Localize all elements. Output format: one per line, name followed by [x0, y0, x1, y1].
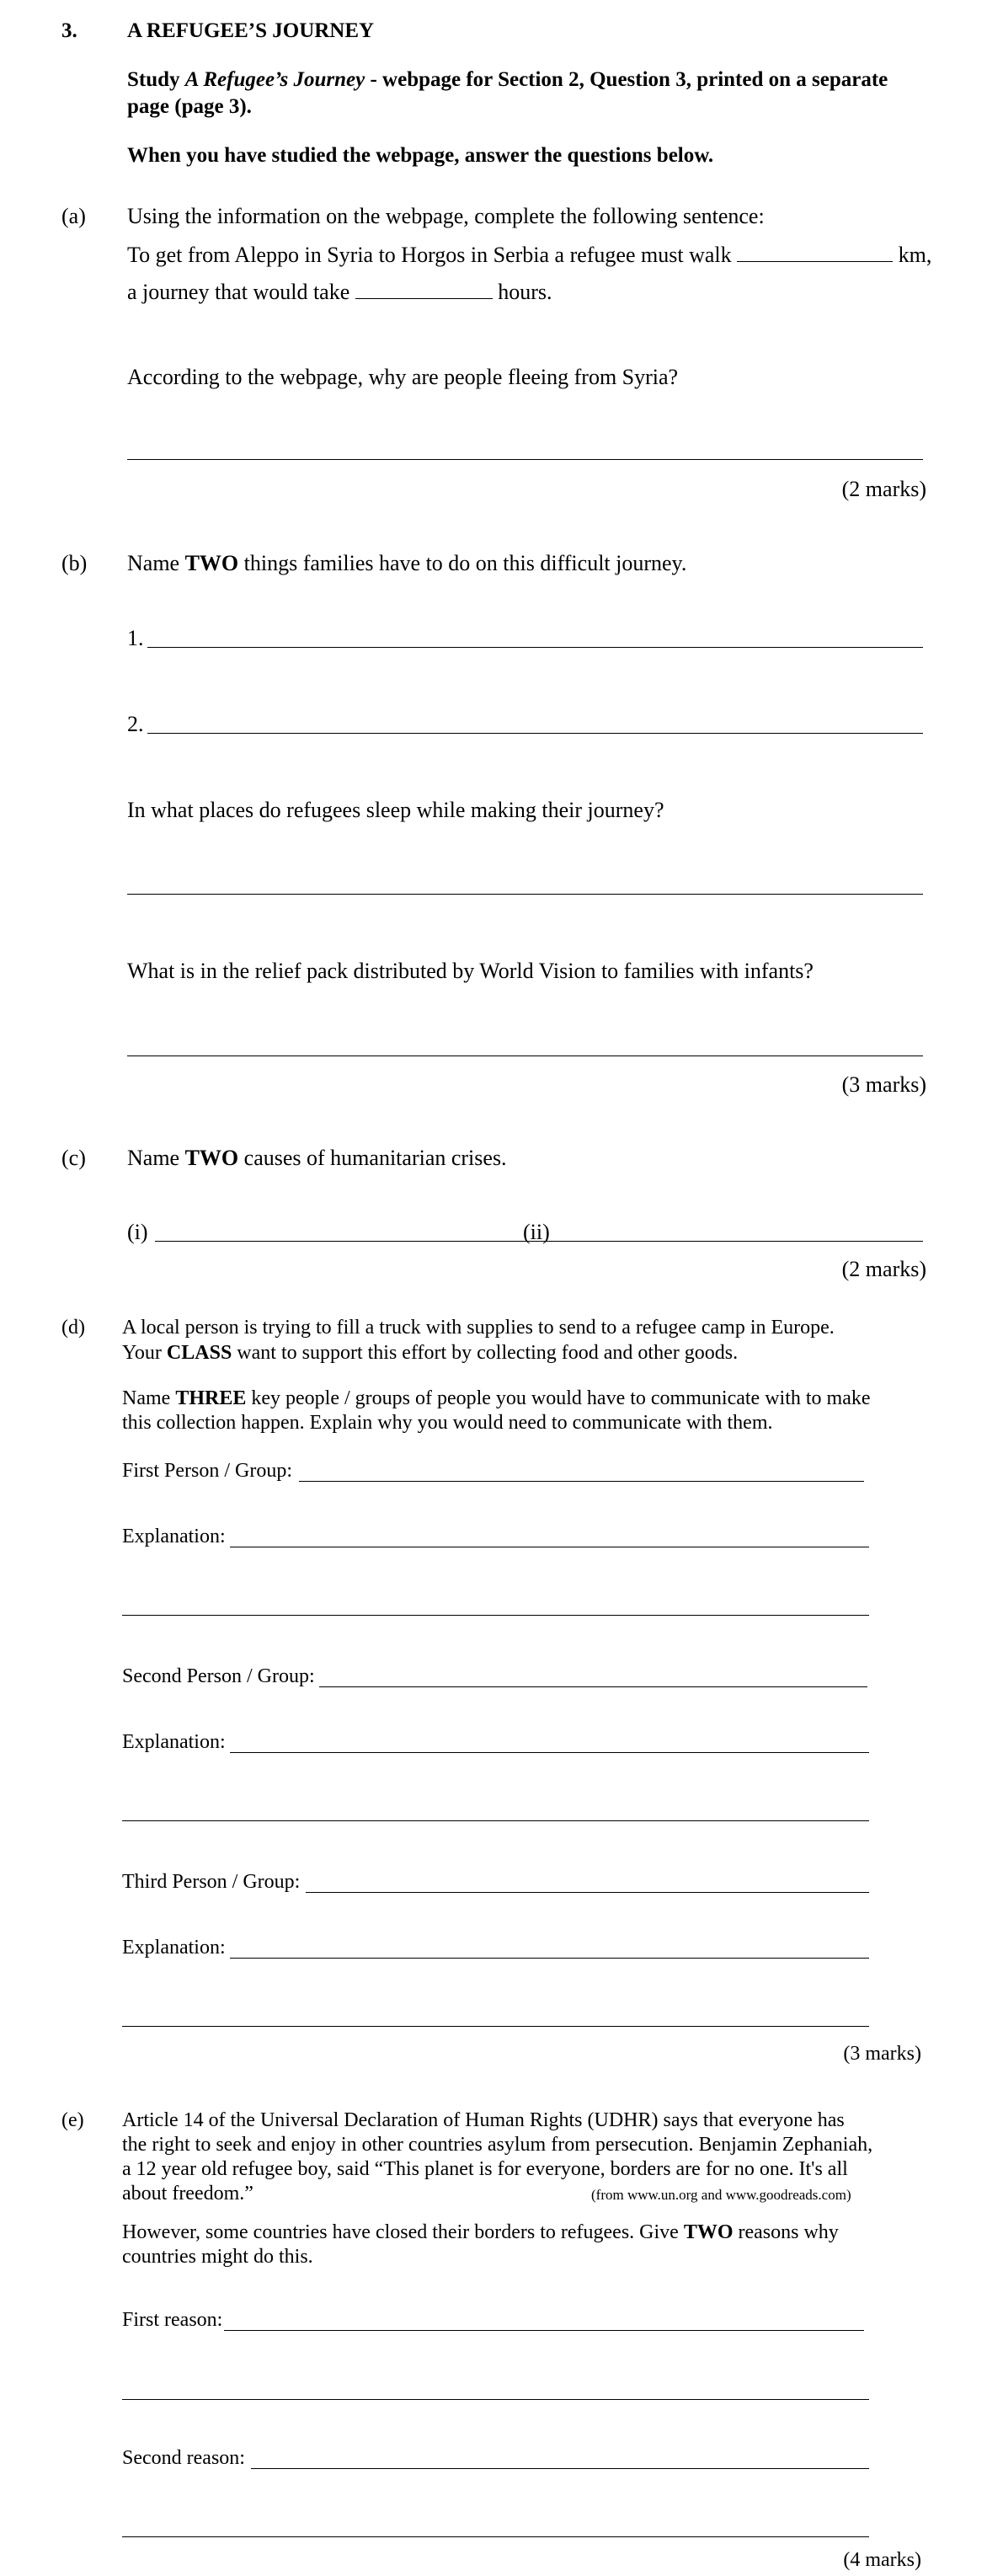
part-c-item-i-line[interactable]	[155, 1241, 564, 1242]
part-c-label: (c)	[61, 1146, 86, 1170]
part-b-q1-pre: Name	[127, 551, 185, 575]
second-person-line[interactable]	[319, 1686, 867, 1687]
part-b-question1	[127, 550, 686, 576]
part-e-para1-line3: a 12 year old refugee boy, said “This planet is for everyone, borders are for no one. It's all	[122, 2158, 848, 2180]
part-d-p2-bold: THREE	[175, 1387, 247, 1409]
part-b-question3: What is in the relief pack distributed by World Vision to families with infants?	[127, 959, 814, 983]
part-b-item1-line[interactable]	[147, 647, 923, 648]
part-b-marks: (3 marks)	[841, 1072, 926, 1097]
part-e-p2-pre: However, some countries have closed their borders to refugees. Give	[122, 2221, 684, 2243]
first-reason-label: First reason:	[122, 2309, 223, 2331]
part-e-para1-line4: about freedom.”	[122, 2183, 253, 2205]
part-b-q1-bold: TWO	[184, 551, 239, 575]
section-title: A REFUGEE’S JOURNEY	[127, 19, 375, 42]
first-explanation-line2[interactable]	[122, 1615, 869, 1616]
second-person-label: Second Person / Group:	[122, 1665, 315, 1687]
second-reason-line1[interactable]	[251, 2468, 869, 2469]
part-b-item2-line[interactable]	[147, 733, 923, 734]
third-person-line[interactable]	[306, 1892, 869, 1893]
part-c-item-i-label: (i)	[127, 1220, 148, 1244]
question-number: 3.	[61, 19, 77, 42]
sentence1-start: To get from Aleppo in Syria to Horgos in Serbia a refugee must walk	[127, 243, 732, 267]
part-d-p1-bold: CLASS	[166, 1342, 232, 1364]
part-d-p2-pre: Name	[122, 1387, 176, 1409]
third-person-label: Third Person / Group:	[122, 1871, 301, 1893]
part-a-marks: (2 marks)	[841, 477, 926, 501]
part-d-para1-line2	[122, 1341, 738, 1365]
study-instruction-line2: page (page 3).	[127, 95, 252, 118]
part-e-para2-line2: countries might do this.	[122, 2246, 313, 2268]
part-e-para2-line1	[122, 2221, 839, 2245]
part-e-p2-bold: TWO	[683, 2221, 734, 2243]
part-b-label: (b)	[61, 551, 88, 575]
part-c-q-bold: TWO	[184, 1146, 239, 1170]
second-reason-line2[interactable]	[122, 2536, 869, 2537]
part-a-answer-line[interactable]	[127, 459, 923, 460]
part-d-label: (d)	[61, 1317, 85, 1339]
part-d-p1-pre: Your	[122, 1342, 167, 1364]
part-c-q-post: causes of humanitarian crises.	[238, 1146, 507, 1170]
part-d-marks: (3 marks)	[843, 2043, 921, 2065]
part-c-q-pre: Name	[127, 1146, 185, 1170]
part-a-sentence1	[127, 241, 931, 268]
answer-instruction: When you have studied the webpage, answer the questions below.	[127, 144, 714, 167]
hours-blank[interactable]	[355, 278, 493, 299]
study-prefix: Study	[127, 68, 185, 91]
part-e-para1-line2: the right to seek and enjoy in other countries asylum from persecution. Benjamin Zephaniah,	[122, 2134, 873, 2156]
part-a-question2: According to the webpage, why are people fleeing from Syria?	[127, 365, 679, 389]
part-d-p2-post: key people / groups of people you would have to communicate with to make	[246, 1387, 871, 1409]
part-a-label: (a)	[61, 204, 86, 228]
third-explanation-line2[interactable]	[122, 2026, 869, 2027]
third-explanation-line1[interactable]	[230, 1958, 869, 1959]
distance-km-blank[interactable]	[737, 241, 893, 262]
part-b-item1-label: 1.	[127, 626, 144, 650]
third-explanation-label: Explanation:	[122, 1937, 226, 1959]
part-c-marks: (2 marks)	[841, 1257, 926, 1281]
second-explanation-label: Explanation:	[122, 1731, 226, 1753]
part-b-q1-post: things families have to do on this difficult journey.	[238, 551, 687, 575]
part-e-marks: (4 marks)	[843, 2549, 921, 2571]
first-explanation-label: Explanation:	[122, 1526, 226, 1547]
second-explanation-line2[interactable]	[122, 1820, 869, 1821]
part-d-para2-line1	[122, 1387, 871, 1411]
part-e-label: (e)	[61, 2109, 84, 2131]
study-instruction-line1	[127, 67, 888, 93]
part-b-question2: In what places do refugees sleep while making their journey?	[127, 798, 664, 822]
first-reason-line1[interactable]	[224, 2330, 864, 2331]
part-c-question	[127, 1145, 507, 1171]
part-d-para2-line2: this collection happen. Explain why you would need to communicate with them.	[122, 1412, 773, 1434]
part-c-item-ii-label: (ii)	[523, 1220, 550, 1244]
part-b-item2-label: 2.	[127, 712, 144, 736]
part-c-item-ii-line[interactable]	[556, 1241, 923, 1242]
sentence1-end: km,	[898, 243, 932, 267]
second-reason-label: Second reason:	[122, 2447, 245, 2469]
part-a-sentence2	[127, 278, 552, 305]
first-person-label: First Person / Group:	[122, 1460, 293, 1482]
part-e-source: (from www.un.org and www.goodreads.com)	[591, 2187, 851, 2203]
sentence2-start: a journey that would take	[127, 280, 350, 304]
study-rest: - webpage for Section 2, Question 3, printed on a separate	[365, 68, 888, 91]
part-e-para1-line1: Article 14 of the Universal Declaration of Human Rights (UDHR) says that everyone has	[122, 2109, 845, 2131]
part-b-q2-answer-line[interactable]	[127, 894, 923, 895]
first-reason-line2[interactable]	[122, 2399, 869, 2400]
sentence2-end: hours.	[498, 280, 552, 304]
webpage-title: A Refugee’s Journey	[184, 68, 365, 91]
part-a-prompt: Using the information on the webpage, complete the following sentence:	[127, 204, 765, 228]
part-d-para1-line1: A local person is trying to fill a truck with supplies to send to a refugee camp in Europe.	[122, 1317, 835, 1339]
part-d-p1-post: want to support this effort by collecting food and other goods.	[232, 1342, 739, 1364]
second-explanation-line1[interactable]	[230, 1752, 869, 1753]
first-person-line[interactable]	[299, 1481, 864, 1482]
part-e-p2-post: reasons why	[733, 2221, 839, 2243]
